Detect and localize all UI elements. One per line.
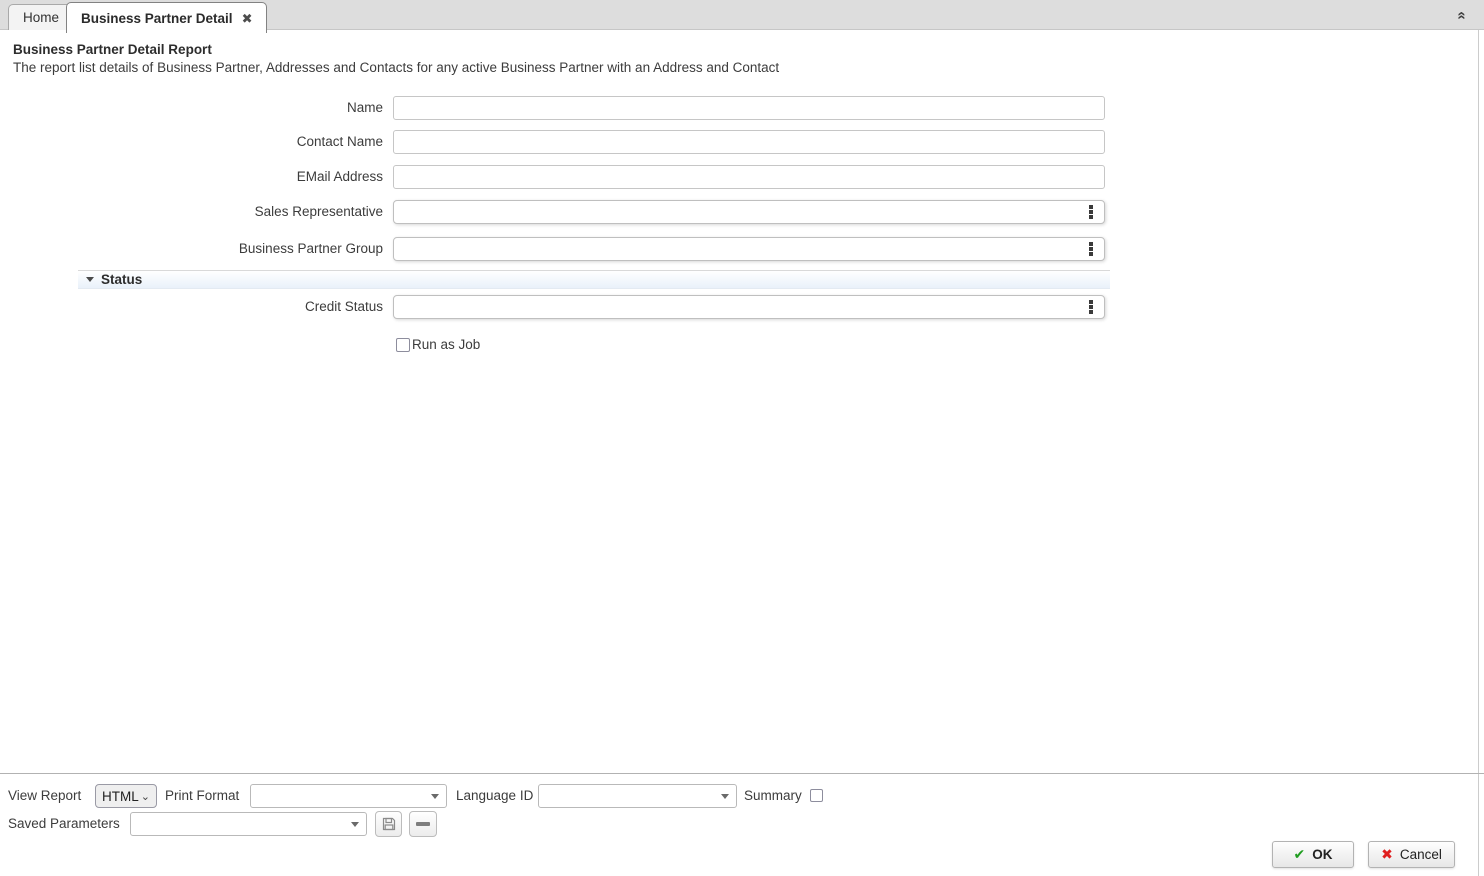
form-row-name	[0, 96, 1110, 120]
select-chevron-icon: ⌄	[140, 790, 150, 803]
cancel-button[interactable]	[1368, 841, 1455, 868]
run-as-job-label: Run as Job	[412, 337, 481, 352]
dropdown-arrow-icon[interactable]	[424, 785, 446, 807]
name-label: Name	[346, 100, 383, 115]
business-partner-group-input[interactable]	[394, 238, 1078, 260]
form-row-contact-name	[0, 130, 1110, 154]
form-row-credit-status	[0, 295, 1110, 319]
record-lookup-dots-icon[interactable]	[1086, 204, 1096, 220]
contact-name-label: Contact Name	[296, 134, 383, 149]
language-id-combobox	[538, 784, 737, 808]
collapse-panel-icon[interactable]: «	[1453, 10, 1471, 20]
tab-home-label: Home	[23, 10, 60, 25]
business-partner-group-lookup	[393, 237, 1105, 261]
saved-parameters-input[interactable]	[131, 813, 344, 835]
print-format-input[interactable]	[251, 785, 424, 807]
contact-name-input[interactable]	[393, 130, 1105, 154]
page-subtitle: The report list details of Business Partner, Addresses and Contacts for any active Business Partner with an Address and Contact	[13, 60, 780, 75]
email-address-label: EMail Address	[296, 169, 383, 184]
dropdown-arrow-icon[interactable]	[714, 785, 736, 807]
section-collapse-arrow-icon	[86, 277, 94, 282]
credit-status-input[interactable]	[394, 296, 1078, 318]
delete-parameters-button[interactable]	[409, 811, 437, 837]
sales-representative-label: Sales Representative	[254, 204, 383, 219]
report-options-bar	[0, 773, 1484, 876]
form-row-business-partner-group	[0, 237, 1110, 261]
run-as-job-checkbox[interactable]	[396, 338, 410, 352]
run-as-job-row	[396, 337, 480, 352]
form-row-sales-representative	[0, 200, 1110, 224]
saved-parameters-combobox	[130, 812, 367, 836]
right-panel-edge	[1478, 30, 1479, 876]
credit-status-label: Credit Status	[304, 299, 383, 314]
tab-bar	[0, 0, 1484, 30]
record-lookup-dots-icon[interactable]	[1086, 299, 1096, 315]
view-report-select[interactable]	[95, 784, 157, 808]
cancel-x-icon: ✖	[1381, 846, 1393, 862]
page-title: Business Partner Detail Report	[13, 42, 212, 57]
form-row-email-address	[0, 165, 1110, 189]
tab-home[interactable]	[8, 4, 74, 30]
ok-button-label: OK	[1312, 847, 1333, 862]
cancel-button-label: Cancel	[1399, 847, 1442, 862]
close-icon[interactable]: ✖	[241, 10, 253, 26]
print-format-label: Print Format	[165, 788, 240, 803]
summary-checkbox[interactable]	[810, 789, 823, 802]
minus-icon	[416, 822, 430, 826]
saved-parameters-label: Saved Parameters	[8, 816, 120, 831]
dropdown-arrow-icon[interactable]	[344, 813, 366, 835]
language-id-input[interactable]	[539, 785, 714, 807]
language-id-label: Language ID	[456, 788, 534, 803]
sales-representative-lookup	[393, 200, 1105, 224]
view-report-value: HTML	[102, 788, 139, 804]
sales-representative-input[interactable]	[394, 201, 1078, 223]
tab-business-partner-detail[interactable]	[66, 2, 267, 33]
summary-label: Summary	[744, 788, 802, 803]
record-lookup-dots-icon[interactable]	[1086, 241, 1096, 257]
name-input[interactable]	[393, 96, 1105, 120]
business-partner-group-label: Business Partner Group	[238, 241, 383, 256]
ok-button[interactable]	[1272, 841, 1354, 868]
email-address-input[interactable]	[393, 165, 1105, 189]
save-icon	[381, 816, 397, 832]
view-report-label: View Report	[8, 788, 82, 803]
ok-check-icon: ✔	[1293, 846, 1306, 862]
credit-status-lookup	[393, 295, 1105, 319]
save-parameters-button[interactable]	[375, 811, 402, 837]
tab-active-label: Business Partner Detail	[81, 10, 233, 26]
status-section-header[interactable]	[78, 270, 1110, 289]
print-format-combobox	[250, 784, 447, 808]
status-section-label: Status	[101, 272, 143, 287]
